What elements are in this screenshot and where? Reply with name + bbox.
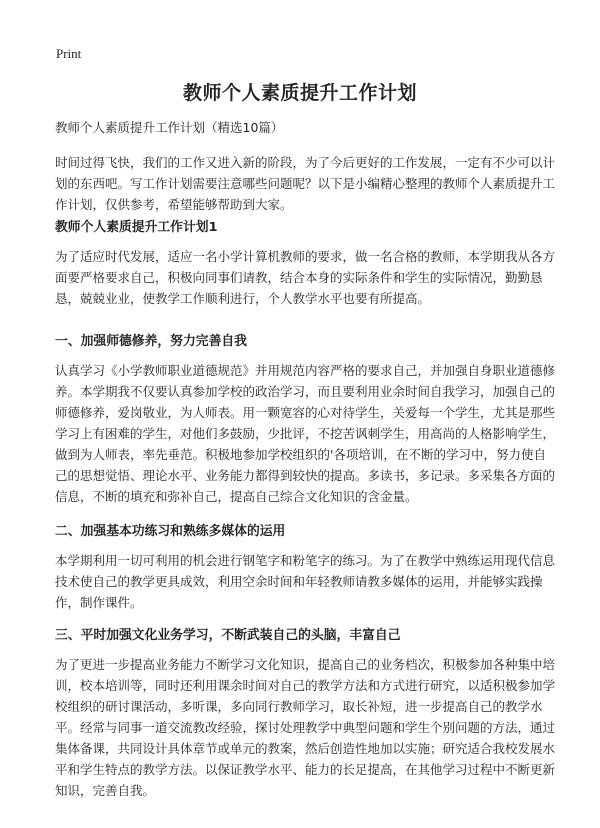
intro-paragraph: 时间过得飞快，我们的工作又进入新的阶段，为了今后更好的工作发展，一定有不少可以计划的东西吧。写工作计划需要注意哪些问题呢？以下是小编精心整理的教师个人素质提升工作计划，仅供参考，希望能够帮助到大家。 (55, 155, 556, 212)
document-subtitle: 教师个人素质提升工作计划（精选10篇） (55, 120, 284, 135)
section-3-body: 为了更进一步提高业务能力不断学习文化知识，提高自己的业务档次，积极参加各种集中培训，校本培训等，同时还利用课余时间对自己的教学方法和方式进行研究，以适积极参加学校组织的研讨课活动，多听课，多向同行教师学习，取长补短，进一步提高自己的教学水平。经常与同事一道交流教改经验，探讨处理教学中典型问题和学生个别问题的方法，通过集体备课，共同设计具体章节或单元的教案，然后创造性地加以实施；研究适合我校发展水平和学生特点的教学方法。以保证教学水平、能力的长足提高，在其他学习过程中不断更新知识，完善自我。 (55, 657, 556, 798)
plan-1-heading: 教师个人素质提升工作计划1 (55, 220, 218, 235)
document-title: 教师个人素质提升工作计划 (182, 82, 417, 104)
section-2-heading: 二、加强基本功练习和熟练多媒体的运用 (55, 524, 286, 539)
plan-1-intro-paragraph: 为了适应时代发展，适应一名小学计算机教师的要求，做一名合格的教师，本学期我从各方面要严格要求自己，积极向同事们请教，结合本身的实际条件和学生的实际情况，勤勤恳恳，兢兢业业，使教学工作顺利进行，个人教学水平也要有所提高。 (55, 249, 556, 306)
section-1-heading: 一、加强师德修养，努力完善自我 (55, 334, 247, 349)
section-3-heading: 三、平时加强文化业务学习，不断武装自己的头脑，丰富自己 (55, 628, 401, 643)
section-1-body: 认真学习《小学教师职业道德规范》并用规范内容严格的要求自己，并加强自身职业道德修养。本学期我不仅要认真参加学校的政治学习，而且要利用业余时间自我学习，加强自己的师德修养，爱岗敬业，为人师表。用一颗宽容的心对待学生，关爱每一个学生，尤其是那些学习上有困难的学生，对他们多鼓励，少批评，不挖苦讽刺学生，用高尚的人格影响学生，做到为人师表，率先垂范。积极地参加学校组织的'各项培训，在不断的学习中，努力使自己的思想觉悟、理论水平、业务能力都得到较快的提高。多读书，多记录。多采集各方面的信息，不断的填充和弥补自己，提高自己综合文化知识的含金量。 (55, 363, 556, 504)
section-2-body: 本学期利用一切可利用的机会进行钢笔字和粉笔字的练习。为了在教学中熟练运用现代信息技术使自己的教学更具成效，利用空余时间和年轻教师请教多媒体的运用，并能够实践操作，制作课件。 (55, 553, 556, 610)
print-link[interactable]: Print (56, 46, 82, 61)
